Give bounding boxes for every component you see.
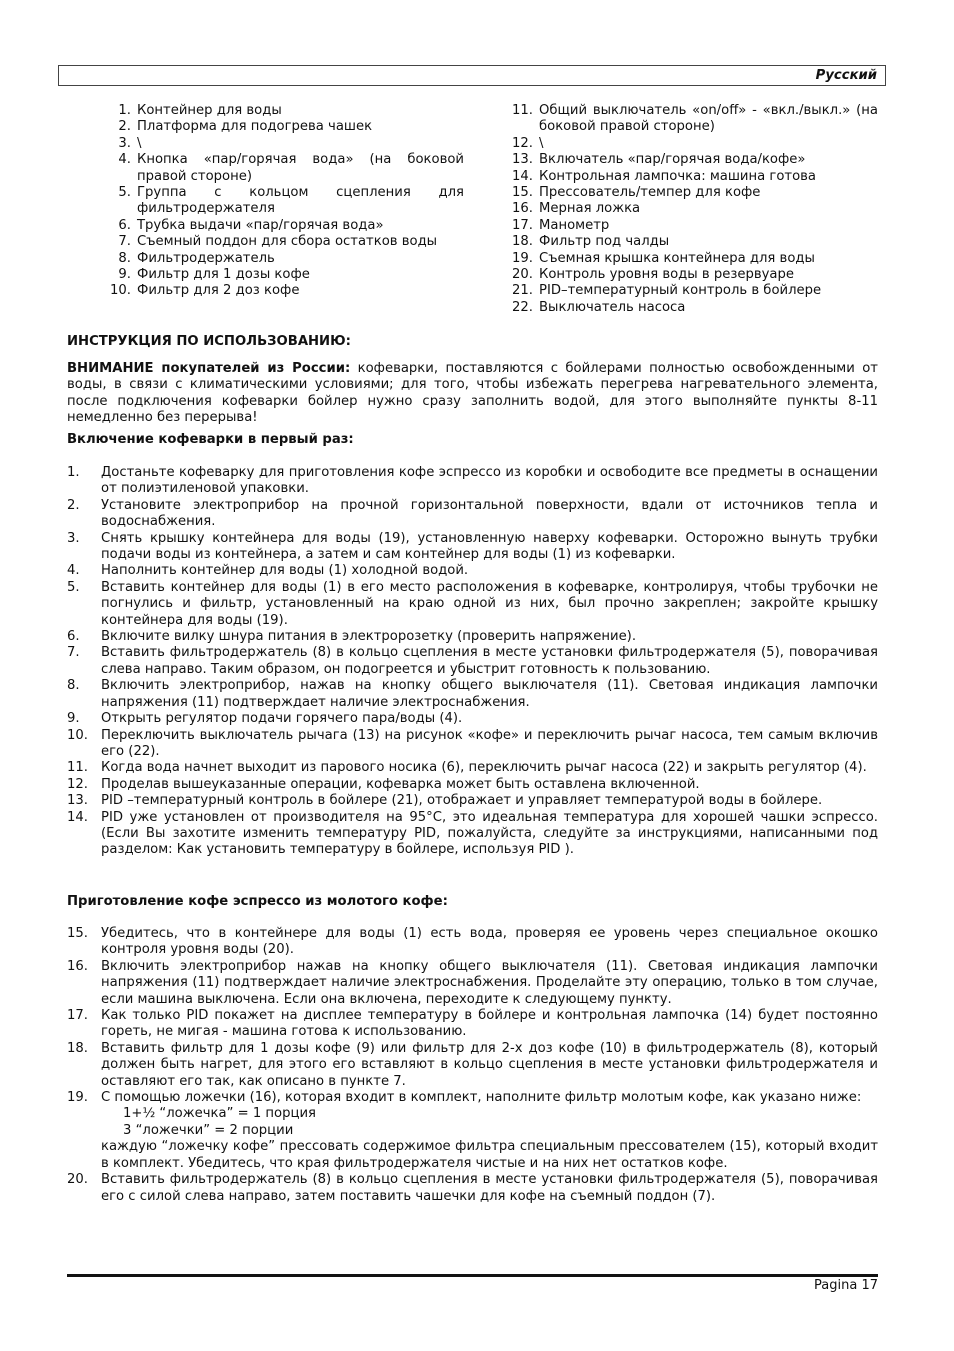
- page-number: Pagina 17: [814, 1278, 878, 1293]
- step-text: Открыть регулятор подачи горячего пара/воды (4).: [101, 711, 463, 727]
- list-item: [508, 267, 878, 283]
- list-item: [67, 563, 878, 579]
- list-item: [106, 136, 464, 152]
- item-text: Фильтр под чалды: [539, 234, 670, 250]
- list-item: [106, 234, 464, 250]
- item-text: Фильтродержатель: [137, 250, 275, 266]
- step-text: С помощью ложечки (16), которая входит в комплект, наполните фильтр молотым кофе, как указано ниже:: [101, 1090, 862, 1106]
- item-text: Группа с кольцом сцепления для фильтродержателя: [137, 185, 464, 217]
- item-number: 8.: [118, 250, 131, 266]
- espresso-heading: Приготовление кофе эспрессо из молотого кофе:: [67, 894, 448, 909]
- item-number: 5.: [118, 185, 131, 201]
- item-text: Фильтр для 1 дозы кофе: [137, 267, 310, 283]
- step-number: 7.: [67, 645, 80, 661]
- instructions-section: [67, 334, 878, 350]
- step-tail-text: каждую “ложечку кофе” прессовать содержимое фильтра специальным прессователем (15), который входит в комплект. Убедитесь, что края фильтродержателя чистые и на них нет остатков кофе.: [101, 1139, 878, 1171]
- item-number: 7.: [118, 234, 131, 250]
- list-item: [67, 728, 878, 761]
- step-text: Установите электроприбор на прочной горизонтальной поверхности, вдали от источников тепла и водоснабжения.: [101, 497, 878, 530]
- list-item: [67, 959, 878, 1008]
- step-body: [101, 1090, 878, 1172]
- list-item: [67, 678, 878, 711]
- step-number: 19.: [67, 1090, 88, 1106]
- item-text: Мерная ложка: [539, 201, 641, 217]
- step-number: 13.: [67, 793, 88, 809]
- first-time-heading: Включение кофеварки в первый раз:: [67, 432, 354, 447]
- item-text: PID–температурный контроль в бойлере: [539, 283, 822, 299]
- item-text: Платформа для подогрева чашек: [137, 119, 373, 135]
- list-item: [106, 283, 464, 299]
- item-text: Трубка выдачи «пар/горячая вода»: [137, 217, 384, 233]
- warning-paragraph: [67, 361, 878, 427]
- step-number: 11.: [67, 760, 88, 776]
- parts-list-right: [508, 103, 878, 316]
- list-item: [67, 1041, 878, 1090]
- item-text: \: [137, 135, 142, 151]
- item-text: Контроль уровня воды в резервуаре: [539, 267, 794, 283]
- list-item: [67, 1008, 878, 1041]
- step-text: Переключить выключатель рычага (13) на рисунок «кофе» и переключить рычаг насоса, тем самым включив его (22).: [101, 727, 878, 759]
- step-text: Включите вилку шнура питания в электророзетку (проверить напряжение).: [101, 629, 637, 645]
- list-item: [508, 169, 878, 185]
- list-item: [106, 267, 464, 283]
- step-number: 8.: [67, 678, 80, 694]
- step-number: 14.: [67, 809, 88, 825]
- list-item: [508, 185, 878, 201]
- item-text: Контейнер для воды: [137, 103, 282, 118]
- step-number: 2.: [67, 497, 80, 513]
- item-text: Съемный поддон для сбора остатков воды: [137, 234, 438, 250]
- list-item: [67, 645, 878, 678]
- item-number: 13.: [512, 152, 533, 168]
- list-item: [508, 103, 878, 136]
- step-number: 3.: [67, 530, 80, 546]
- list-item: [67, 760, 878, 776]
- list-item: [508, 251, 878, 267]
- item-text: Включатель «пар/горячая вода/кофе»: [539, 152, 806, 168]
- step-number: 6.: [67, 629, 80, 645]
- step-number: 15.: [67, 926, 88, 941]
- item-number: 14.: [512, 168, 533, 184]
- step-text: Вставить фильтродержатель (8) в кольцо сцепления в месте установки фильтродержателя (5), поворачивая его с силой слева направо, затем поставить чашечки для кофе на съемный поддон (7).: [101, 1172, 878, 1204]
- item-number: 19.: [512, 250, 533, 266]
- list-item: [67, 777, 878, 793]
- item-number: 9.: [118, 267, 131, 283]
- step-text: Снять крышку контейнера для воды (19), установленную наверху кофеварки. Осторожно вынуть трубки подачи воды из контейнера, а затем и сам контейнер для воды (1) из кофеварки.: [101, 530, 878, 563]
- list-item: [106, 119, 464, 135]
- list-item: [508, 136, 878, 152]
- item-text: Кнопка «пар/горячая вода» (на боковой правой стороне): [137, 152, 464, 184]
- step-text: Включить электроприбор нажав на кнопку общего выключателя (11). Световая индикация лампочки напряжения (11) подтверждает наличие электроснабжения. Проделайте эту операцию, только в том случае, если машина выключена. Если она включена, переходите к следующему пункту.: [101, 958, 878, 1007]
- step-text: Достаньте кофеварку для приготовления кофе эспрессо из коробки и освободите все предметы в оснащении от полиэтиленовой упаковки.: [101, 465, 878, 497]
- item-text: Фильтр для 2 доз кофе: [137, 283, 300, 299]
- item-text: Контрольная лампочка: машина готова: [539, 168, 816, 184]
- step-text: Включить электроприбор, нажав на кнопку общего выключателя (11). Световая индикация лампочки напряжения (11) подтверждает наличие электроснабжения.: [101, 678, 878, 710]
- item-number: 3.: [118, 135, 131, 151]
- item-text: Прессователь/темпер для кофе: [539, 185, 761, 201]
- list-item: [508, 218, 878, 234]
- warning-lead: ВНИМАНИЕ покупателей из России:: [67, 361, 351, 376]
- language-header: [58, 65, 886, 86]
- item-text: Выключатель насоса: [539, 299, 686, 315]
- step-text: Вставить фильтр для 1 дозы кофе (9) или фильтр для 2-х доз кофе (10) в фильтродержатель (8), который должен быть нагрет, для этого его вставляют в кольцо сцепления в месте установки фильтродержателя и оставляют его так, как описано в пункте 7.: [101, 1040, 878, 1089]
- step-text: PID –температурный контроль в бойлере (21), отображает и управляет температурой воды в бойлере.: [101, 793, 823, 809]
- instructions-heading: ИНСТРУКЦИЯ ПО ИСПОЛЬЗОВАНИЮ:: [67, 334, 351, 349]
- item-number: 1.: [118, 103, 131, 118]
- item-text: \: [539, 135, 544, 151]
- item-number: 12.: [512, 135, 533, 151]
- list-item: [106, 218, 464, 234]
- item-number: 11.: [512, 103, 533, 118]
- dose-line: 3 “ложечки” = 2 порции: [123, 1122, 294, 1138]
- step-number: 18.: [67, 1040, 88, 1056]
- list-item: [508, 201, 878, 217]
- first-time-steps: [67, 465, 878, 859]
- dose-line: 1+½ “ложечка” = 1 порция: [123, 1106, 316, 1122]
- step-number: 20.: [67, 1172, 88, 1188]
- item-text: Общий выключатель «on/off» - «вкл./выкл.» (на боковой правой стороне): [539, 103, 878, 135]
- item-number: 18.: [512, 234, 533, 250]
- espresso-heading-block: [67, 894, 878, 910]
- step-number: 1.: [67, 465, 80, 480]
- list-item: [67, 465, 878, 498]
- step-text: Вставить контейнер для воды (1) в его место расположения в кофеварке, контролируя, чтобы трубочки не погнулись и фильтр, установленный на краю одной из них, был прочно закреплен; закройте крышку контейнера для воды (19).: [101, 579, 878, 628]
- list-item: [67, 711, 878, 727]
- step-number: 4.: [67, 563, 80, 579]
- step-number: 5.: [67, 579, 80, 595]
- item-number: 20.: [512, 267, 533, 283]
- step-text: Когда вода начнет выходит из парового носика (6), переключить рычаг насоса (22) и закрыть регулятор (4).: [101, 760, 867, 776]
- item-number: 6.: [118, 217, 131, 233]
- list-item: [67, 793, 878, 809]
- footer-divider: [67, 1274, 878, 1277]
- list-item: [67, 1090, 878, 1172]
- step-text: PID уже установлен от производителя на 95°C, это идеальная температура для хорошей чашки эспрессо. (Если Вы захотите изменить температуру PID, пожалуйста, следуйте за инструкциями, написанными под разделом: Как установить температуру в бойлере, используя PID ).: [101, 809, 878, 858]
- list-item: [67, 498, 878, 531]
- list-item: [106, 251, 464, 267]
- step-text: Наполнить контейнер для воды (1) холодной водой.: [101, 563, 469, 579]
- list-item: [106, 152, 464, 185]
- list-item: [508, 300, 878, 316]
- list-item: [67, 629, 878, 645]
- list-item: [508, 283, 878, 299]
- list-item: [67, 531, 878, 564]
- step-text: Проделав вышеуказанные операции, кофеварка может быть оставлена включенной.: [101, 776, 700, 792]
- step-text: Убедитесь, что в контейнере для воды (1) есть вода, проверяя ее уровень через специальное окошко контроля уровня воды (20).: [101, 926, 878, 958]
- list-item: [67, 1172, 878, 1205]
- item-number: 2.: [118, 119, 131, 135]
- step-text: Как только PID покажет на дисплее температуру в бойлере и контрольная лампочка (14) будет постоянно гореть, не мигая - машина готова к использованию.: [101, 1008, 878, 1040]
- item-number: 4.: [118, 152, 131, 168]
- warning-text: кофеварки, поставляются с бойлерами полностью освобожденными от воды, в связи с климатическими условиями; для того, чтобы избежать перегрева нагревательного элемента, после подключения кофеварки бойлер нужно сразу заполнить водой, для этого выполняйте пункты 8-11 немедленно без перерыва!: [67, 361, 878, 426]
- step-number: 9.: [67, 711, 80, 727]
- list-item: [67, 926, 878, 959]
- step-number: 16.: [67, 958, 88, 974]
- list-item: [106, 185, 464, 218]
- item-number: 21.: [512, 283, 533, 299]
- espresso-steps: [67, 926, 878, 1205]
- item-text: Манометр: [539, 217, 610, 233]
- first-time-heading-block: [67, 432, 878, 448]
- language-label: Русский: [815, 68, 877, 83]
- item-number: 22.: [512, 299, 533, 315]
- list-item: [67, 810, 878, 859]
- list-item: [67, 580, 878, 629]
- item-text: Съемная крышка контейнера для воды: [539, 250, 815, 266]
- parts-list-left: [106, 103, 464, 300]
- item-number: 15.: [512, 185, 533, 201]
- item-number: 17.: [512, 217, 533, 233]
- item-number: 10.: [110, 283, 131, 299]
- step-number: 10.: [67, 727, 88, 743]
- list-item: [508, 234, 878, 250]
- list-item: [106, 103, 464, 119]
- item-number: 16.: [512, 201, 533, 217]
- list-item: [508, 152, 878, 168]
- step-number: 17.: [67, 1008, 88, 1024]
- step-text: Вставить фильтродержатель (8) в кольцо сцепления в месте установки фильтродержателя (5), поворачивая слева направо. Таким образом, он подогреется и убыстрит готовность к пользованию.: [101, 645, 878, 677]
- step-number: 12.: [67, 776, 88, 792]
